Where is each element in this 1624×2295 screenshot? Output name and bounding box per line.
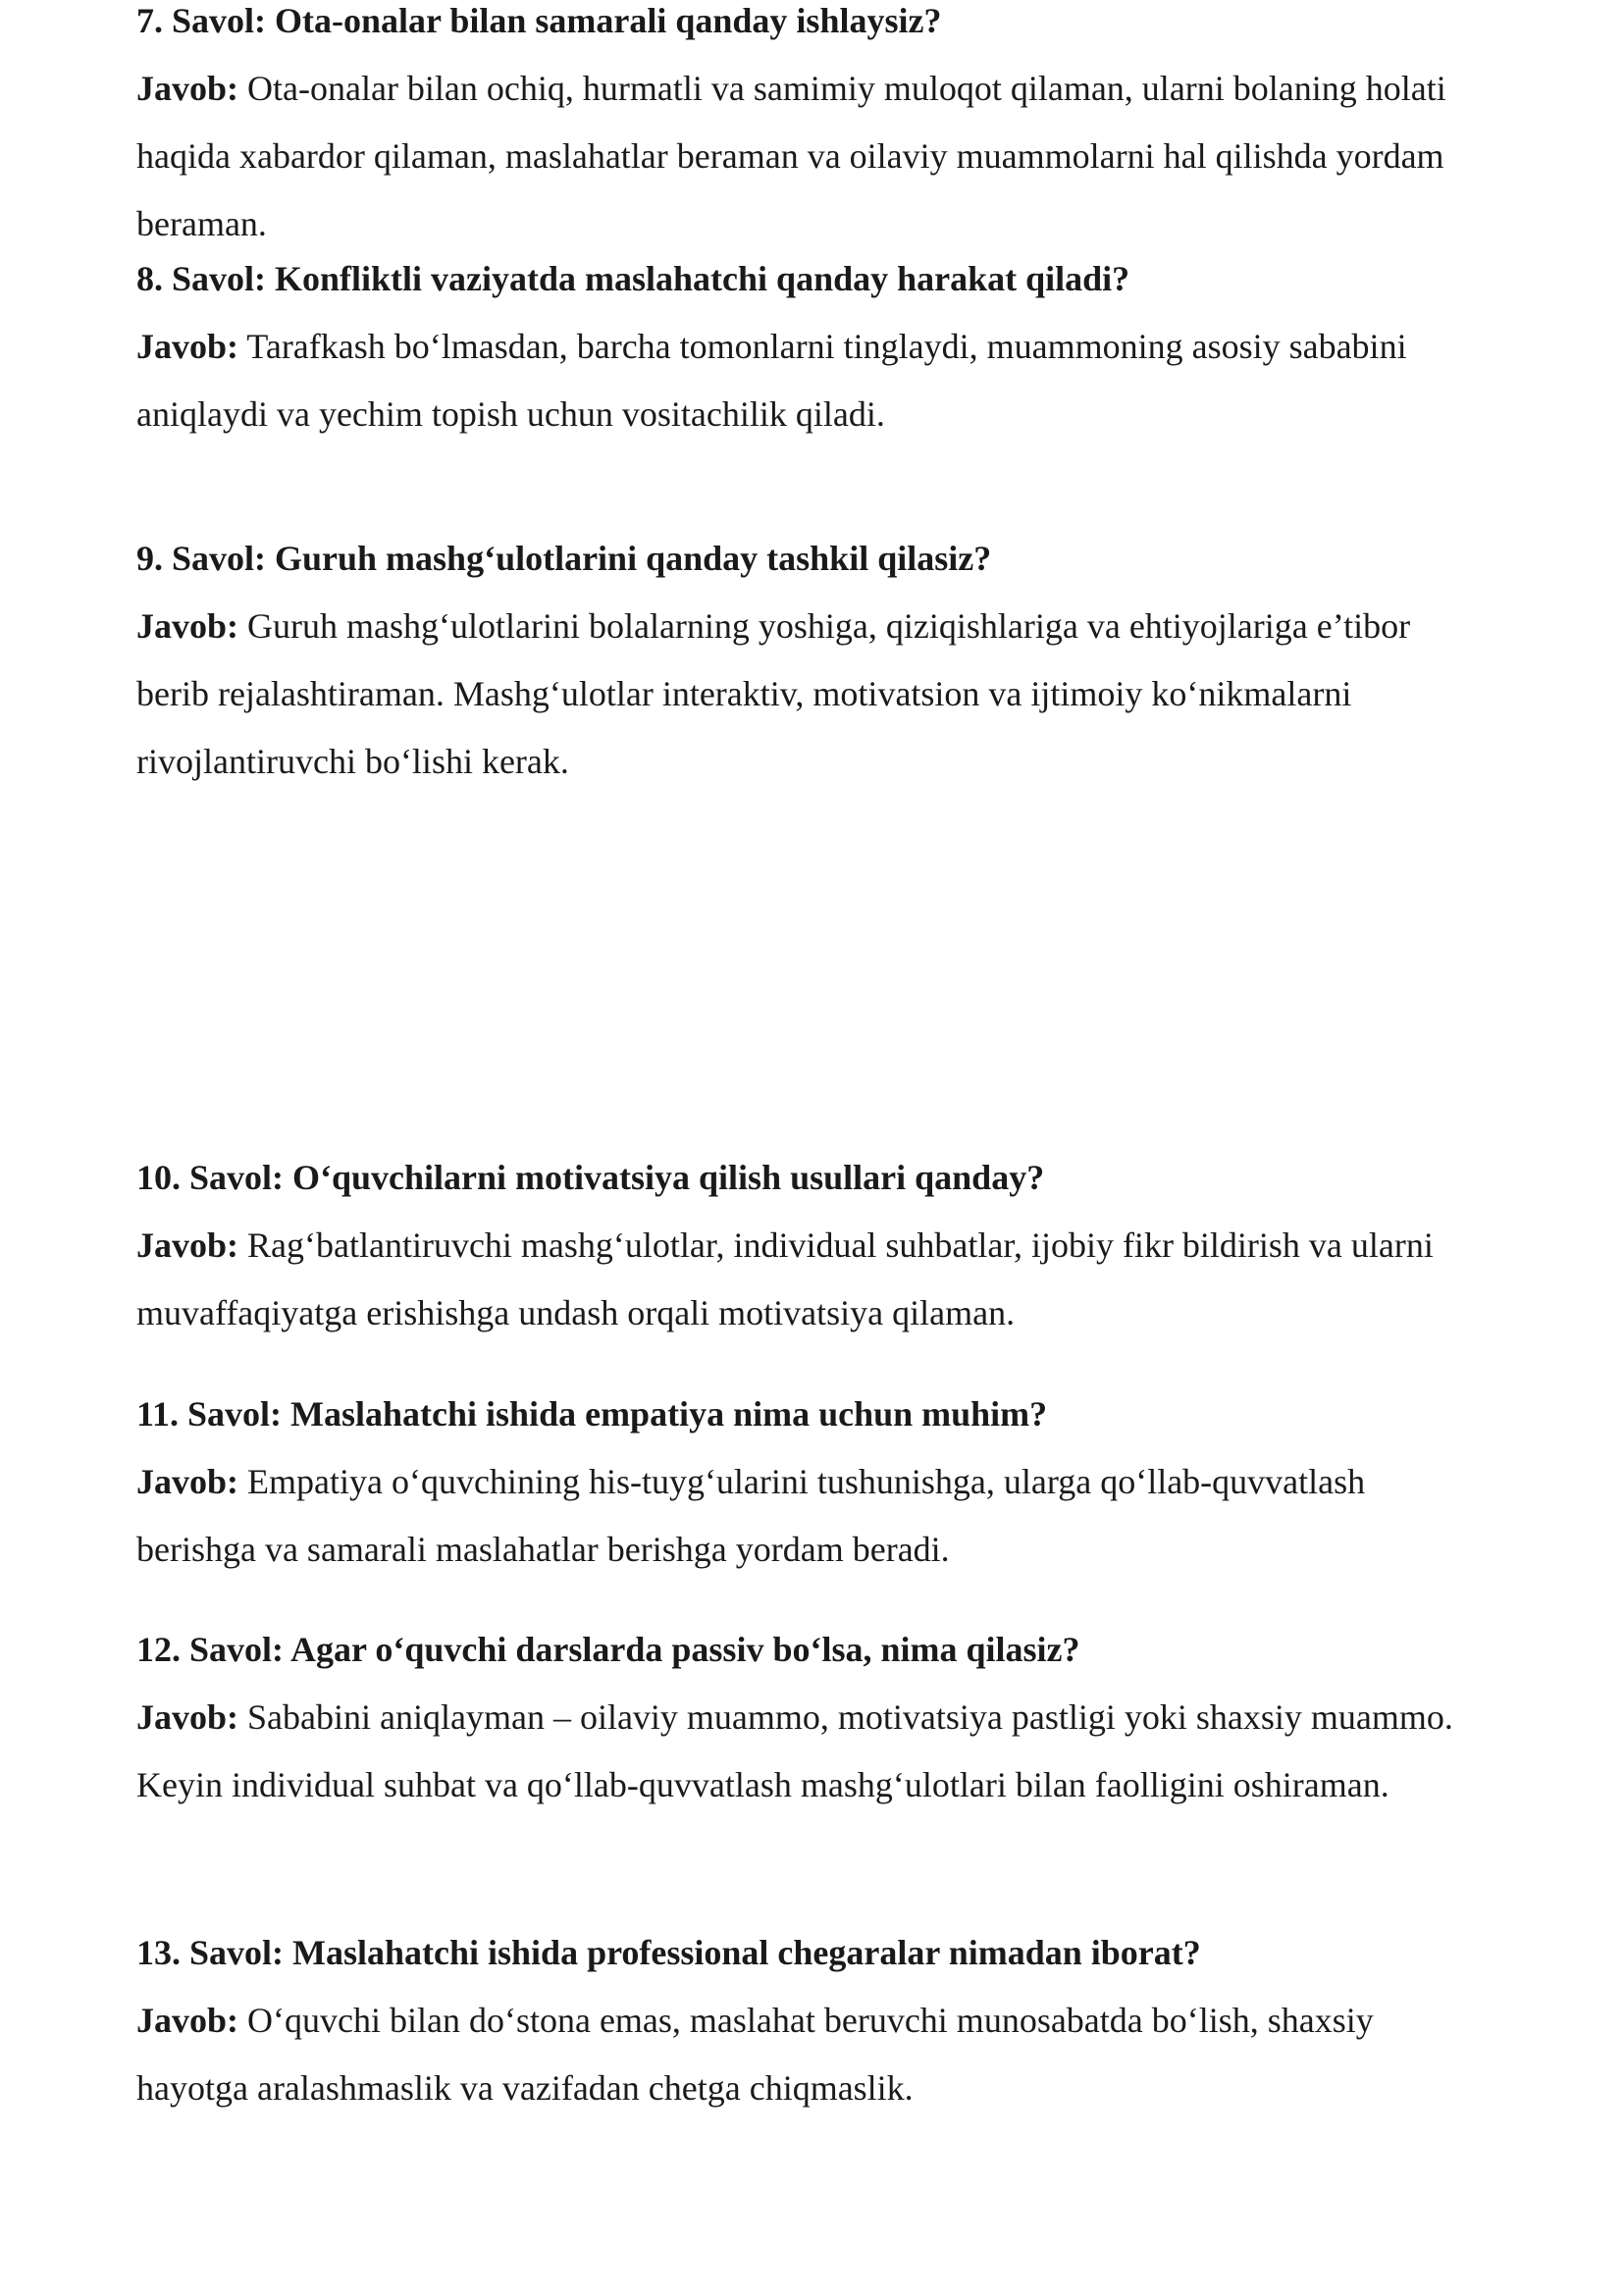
answer-paragraph bbox=[136, 55, 1491, 258]
question-heading: 12. Savol: Agar o‘quvchi darslarda passiv bo‘lsa, nima qilasiz? bbox=[136, 1630, 1080, 1669]
answer-text: Guruh mashg‘ulotlarini bolalarning yoshiga, qiziqishlariga va ehtiyojlariga e’tibor berib rejalashtiraman. Mashg‘ulotlar interaktiv, motivatsion va ijtimoiy ko‘nikmalarni rivojlantiruvchi bo‘lishi kerak. bbox=[136, 606, 1411, 781]
answer-paragraph bbox=[136, 1212, 1491, 1347]
question-heading: 8. Savol: Konfliktli vaziyatda maslahatchi qanday harakat qiladi? bbox=[136, 259, 1130, 298]
qa-item bbox=[136, 525, 1491, 796]
answer-label: Javob: bbox=[136, 1697, 239, 1737]
answer-text: Rag‘batlantiruvchi mashg‘ulotlar, individual suhbatlar, ijobiy fikr bildirish va ularni muvaffaqiyatga erishishga undash orqali motivatsiya qilaman. bbox=[136, 1226, 1434, 1332]
qa-item bbox=[136, 1616, 1491, 1819]
qa-item bbox=[136, 1144, 1491, 1347]
qa-item bbox=[136, 0, 1491, 258]
question-heading: 7. Savol: Ota-onalar bilan samarali qanday ishlaysiz? bbox=[136, 1, 942, 40]
answer-paragraph bbox=[136, 1448, 1491, 1584]
answer-text: Ota-onalar bilan ochiq, hurmatli va samimiy muloqot qilaman, ularni bolaning holati haqida xabardor qilaman, maslahatlar beraman va oilaviy muammolarni hal qilishda yordam beraman. bbox=[136, 69, 1446, 243]
answer-paragraph bbox=[136, 593, 1491, 796]
answer-label: Javob: bbox=[136, 2001, 239, 2040]
qa-item bbox=[136, 1381, 1491, 1584]
answer-paragraph bbox=[136, 1684, 1491, 1819]
answer-label: Javob: bbox=[136, 606, 239, 646]
answer-paragraph bbox=[136, 1987, 1491, 2122]
answer-label: Javob: bbox=[136, 1226, 239, 1265]
answer-text: Sababini aniqlayman – oilaviy muammo, motivatsiya pastligi yoki shaxsiy muammo. Keyin individual suhbat va qo‘llab-quvvatlash mashg‘ulotlari bilan faolligini oshiraman. bbox=[136, 1697, 1453, 1804]
qa-item bbox=[136, 1919, 1491, 2122]
question-heading: 13. Savol: Maslahatchi ishida professional chegaralar nimadan iborat? bbox=[136, 1933, 1201, 1972]
answer-text: Empatiya o‘quvchining his-tuyg‘ularini tushunishga, ularga qo‘llab-quvvatlash berishga va samarali maslahatlar berishga yordam beradi. bbox=[136, 1462, 1366, 1569]
question-heading: 9. Savol: Guruh mashg‘ulotlarini qanday tashkil qilasiz? bbox=[136, 539, 992, 578]
qa-item bbox=[136, 245, 1491, 448]
answer-label: Javob: bbox=[136, 327, 239, 366]
question-heading: 11. Savol: Maslahatchi ishida empatiya nima uchun muhim? bbox=[136, 1394, 1048, 1434]
answer-paragraph bbox=[136, 313, 1491, 448]
answer-text: Tarafkash bo‘lmasdan, barcha tomonlarni tinglaydi, muammoning asosiy sababini aniqlaydi va yechim topish uchun vositachilik qiladi. bbox=[136, 327, 1407, 434]
answer-label: Javob: bbox=[136, 69, 239, 108]
answer-text: O‘quvchi bilan do‘stona emas, maslahat beruvchi munosabatda bo‘lish, shaxsiy hayotga aralashmaslik va vazifadan chetga chiqmaslik. bbox=[136, 2001, 1374, 2108]
question-heading: 10. Savol: O‘quvchilarni motivatsiya qilish usullari qanday? bbox=[136, 1158, 1045, 1197]
answer-label: Javob: bbox=[136, 1462, 239, 1501]
